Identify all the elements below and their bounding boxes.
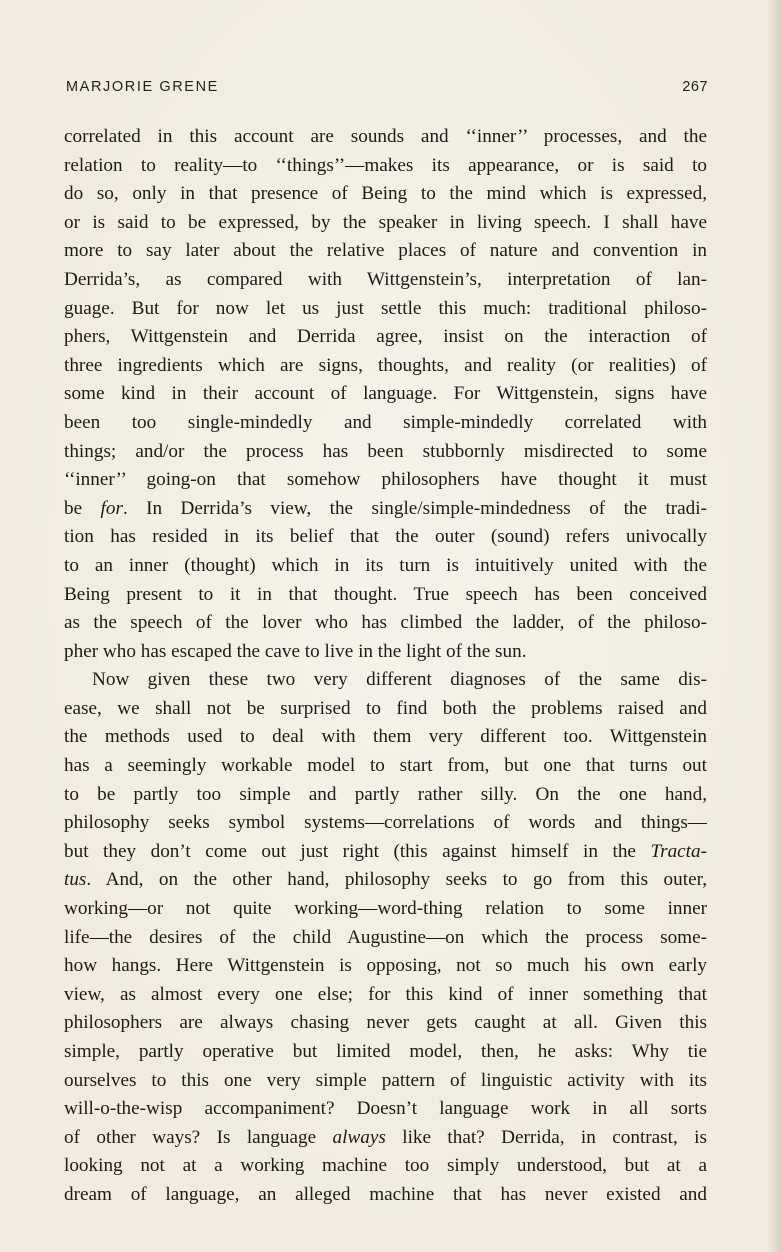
paragraph xyxy=(64,123,707,666)
text-line: dream of language, an alleged machine that has never existed and xyxy=(64,1183,707,1205)
paragraph xyxy=(64,666,707,1209)
text-line: philosophy seeks symbol systems—correlations of words and things— xyxy=(64,812,707,834)
running-head-author: MARJORIE GRENE xyxy=(66,79,219,95)
text-line: tus. And, on the other hand, philosophy seeks to go from this outer, xyxy=(64,869,707,891)
text-line: to an inner (thought) which in its turn is intuitively united with the xyxy=(64,554,707,576)
text-line: some kind in their account of language. For Wittgenstein, signs have xyxy=(64,383,707,405)
text-line: do so, only in that presence of Being to the mind which is expressed, xyxy=(64,183,707,205)
text-line: simple, partly operative but limited model, then, he asks: Why tie xyxy=(64,1041,707,1062)
text-line: more to say later about the relative places of nature and convention in xyxy=(64,240,707,262)
text-line: to be partly too simple and partly rather silly. On the one hand, xyxy=(64,783,707,805)
text-line: pher who has escaped the cave to live in the light of the sun. xyxy=(64,640,527,662)
text-line: working—or not quite working—word-thing relation to some inner xyxy=(64,898,707,920)
text-line: relation to reality—to ‘‘things’’—makes its appearance, or is said to xyxy=(64,154,707,176)
text-line: or is said to be expressed, by the speaker in living speech. I shall have xyxy=(64,211,707,233)
text-line: how hangs. Here Wittgenstein is opposing, not so much his own early xyxy=(64,955,707,977)
text-line: Now given these two very different diagnoses of the same dis- xyxy=(92,669,707,691)
page-number: 267 xyxy=(682,79,708,95)
running-head xyxy=(66,79,708,99)
text-line: the methods used to deal with them very different too. Wittgenstein xyxy=(64,726,707,748)
text-line: guage. But for now let us just settle this much: traditional philoso- xyxy=(64,297,707,319)
text-line: of other ways? Is language always like that? Derrida, in contrast, is xyxy=(64,1126,707,1148)
text-line: philosophers are always chasing never gets caught at all. Given this xyxy=(64,1012,707,1034)
text-line: ‘‘inner’’ going-on that somehow philosophers have thought it must xyxy=(64,469,707,491)
text-line: three ingredients which are signs, thoughts, and reality (or realities) of xyxy=(64,354,707,376)
text-line: tion has resided in its belief that the outer (sound) refers univocally xyxy=(64,526,707,548)
text-line: will-o-the-wisp accompaniment? Doesn’t language work in all sorts xyxy=(64,1098,707,1120)
text-line: but they don’t come out just right (this against himself in the Tracta- xyxy=(64,840,707,862)
text-line: be for. In Derrida’s view, the single/simple-mindedness of the tradi- xyxy=(64,497,707,519)
text-line: ease, we shall not be surprised to find both the problems raised and xyxy=(64,697,707,719)
body-text xyxy=(64,123,707,1210)
text-line: Being present to it in that thought. True speech has been conceived xyxy=(64,583,707,605)
text-line: has a seemingly workable model to start from, but one that turns out xyxy=(64,755,707,777)
text-line: as the speech of the lover who has climbed the ladder, of the philoso- xyxy=(64,612,707,634)
text-line: looking not at a working machine too simply understood, but at a xyxy=(64,1155,707,1177)
text-line: things; and/or the process has been stubbornly misdirected to some xyxy=(64,440,707,462)
text-line: phers, Wittgenstein and Derrida agree, insist on the interaction of xyxy=(64,326,707,348)
text-line: ourselves to this one very simple pattern of linguistic activity with its xyxy=(64,1069,707,1091)
page-edge-shadow xyxy=(767,0,781,1252)
text-line: Derrida’s, as compared with Wittgenstein’s, interpretation of lan- xyxy=(64,268,707,290)
text-line: been too single-mindedly and simple-mindedly correlated with xyxy=(64,411,707,433)
text-line: correlated in this account are sounds and ‘‘inner’’ processes, and the xyxy=(64,126,707,147)
text-line: life—the desires of the child Augustine—on which the process some- xyxy=(64,926,707,948)
text-line: view, as almost every one else; for this kind of inner something that xyxy=(64,983,707,1005)
